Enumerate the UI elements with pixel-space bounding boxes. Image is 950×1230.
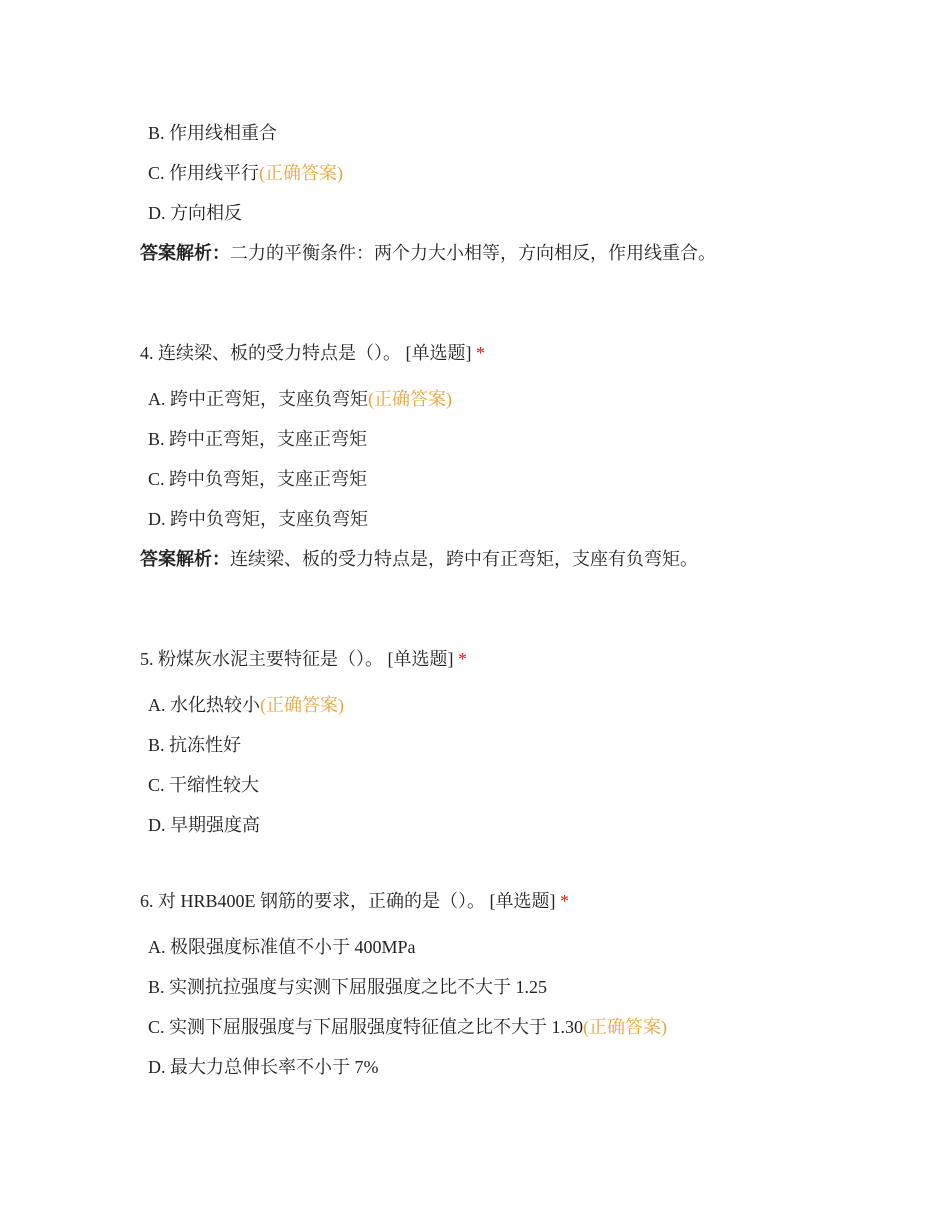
analysis-label: 答案解析： — [140, 549, 230, 569]
q5-option-c — [148, 773, 259, 797]
q6-option-c-text: C. 实测下屈服强度与下屈服强度特征值之比不大于 1.30 — [148, 1017, 584, 1037]
q5-option-a — [148, 693, 344, 717]
q3-option-d — [148, 201, 242, 225]
q4-option-d-text: D. 跨中负弯矩，支座负弯矩 — [148, 509, 368, 529]
q4-option-b-text: B. 跨中正弯矩，支座正弯矩 — [148, 429, 368, 449]
q5-option-d — [148, 813, 260, 837]
required-mark: * — [458, 649, 467, 669]
q4-title-text: 4. 连续梁、板的受力特点是（）。 [单选题] — [140, 343, 472, 363]
q4-option-a-text: A. 跨中正弯矩，支座负弯矩 — [148, 389, 368, 409]
q3-option-b-text: B. 作用线相重合 — [148, 123, 278, 143]
q5-option-b — [148, 733, 241, 757]
required-mark: * — [476, 343, 485, 363]
q3-option-b — [148, 121, 277, 145]
q4-title — [140, 341, 485, 365]
q6-option-b — [148, 975, 547, 999]
q6-title — [140, 889, 569, 913]
q4-option-c — [148, 467, 367, 491]
q5-title — [140, 647, 467, 671]
q4-analysis — [140, 547, 698, 571]
q6-title-text: 6. 对 HRB400E 钢筋的要求，正确的是（）。 [单选题] — [140, 891, 556, 911]
correct-answer-tag: (正确答案) — [583, 1017, 668, 1037]
q3-option-d-text: D. 方向相反 — [148, 203, 242, 223]
q4-option-a — [148, 387, 452, 411]
q5-title-text: 5. 粉煤灰水泥主要特征是（）。 [单选题] — [140, 649, 454, 669]
q5-option-a-text: A. 水化热较小 — [148, 695, 260, 715]
q4-option-b — [148, 427, 367, 451]
q6-option-b-text: B. 实测抗拉强度与实测下屈服强度之比不大于 1.25 — [148, 977, 548, 997]
q4-analysis-text: 连续梁、板的受力特点是，跨中有正弯矩，支座有负弯矩。 — [230, 549, 698, 569]
q3-option-c — [148, 161, 343, 185]
correct-answer-tag: (正确答案) — [259, 163, 344, 183]
q6-option-a-text: A. 极限强度标准值不小于 400MPa — [148, 937, 416, 957]
q5-option-b-text: B. 抗冻性好 — [148, 735, 242, 755]
q3-option-c-text: C. 作用线平行 — [148, 163, 260, 183]
q6-option-c — [148, 1015, 667, 1039]
q6-option-d-text: D. 最大力总伸长率不小于 7% — [148, 1057, 379, 1077]
q6-option-d — [148, 1055, 379, 1079]
q3-analysis — [140, 241, 716, 265]
q4-option-d — [148, 507, 368, 531]
required-mark: * — [560, 891, 569, 911]
correct-answer-tag: (正确答案) — [368, 389, 452, 409]
q5-option-c-text: C. 干缩性较大 — [148, 775, 260, 795]
q3-analysis-text: 二力的平衡条件：两个力大小相等，方向相反，作用线重合。 — [230, 243, 716, 263]
correct-answer-tag: (正确答案) — [260, 695, 344, 715]
q5-option-d-text: D. 早期强度高 — [148, 815, 260, 835]
q4-option-c-text: C. 跨中负弯矩，支座正弯矩 — [148, 469, 368, 489]
analysis-label: 答案解析： — [140, 243, 230, 263]
q6-option-a — [148, 935, 416, 959]
